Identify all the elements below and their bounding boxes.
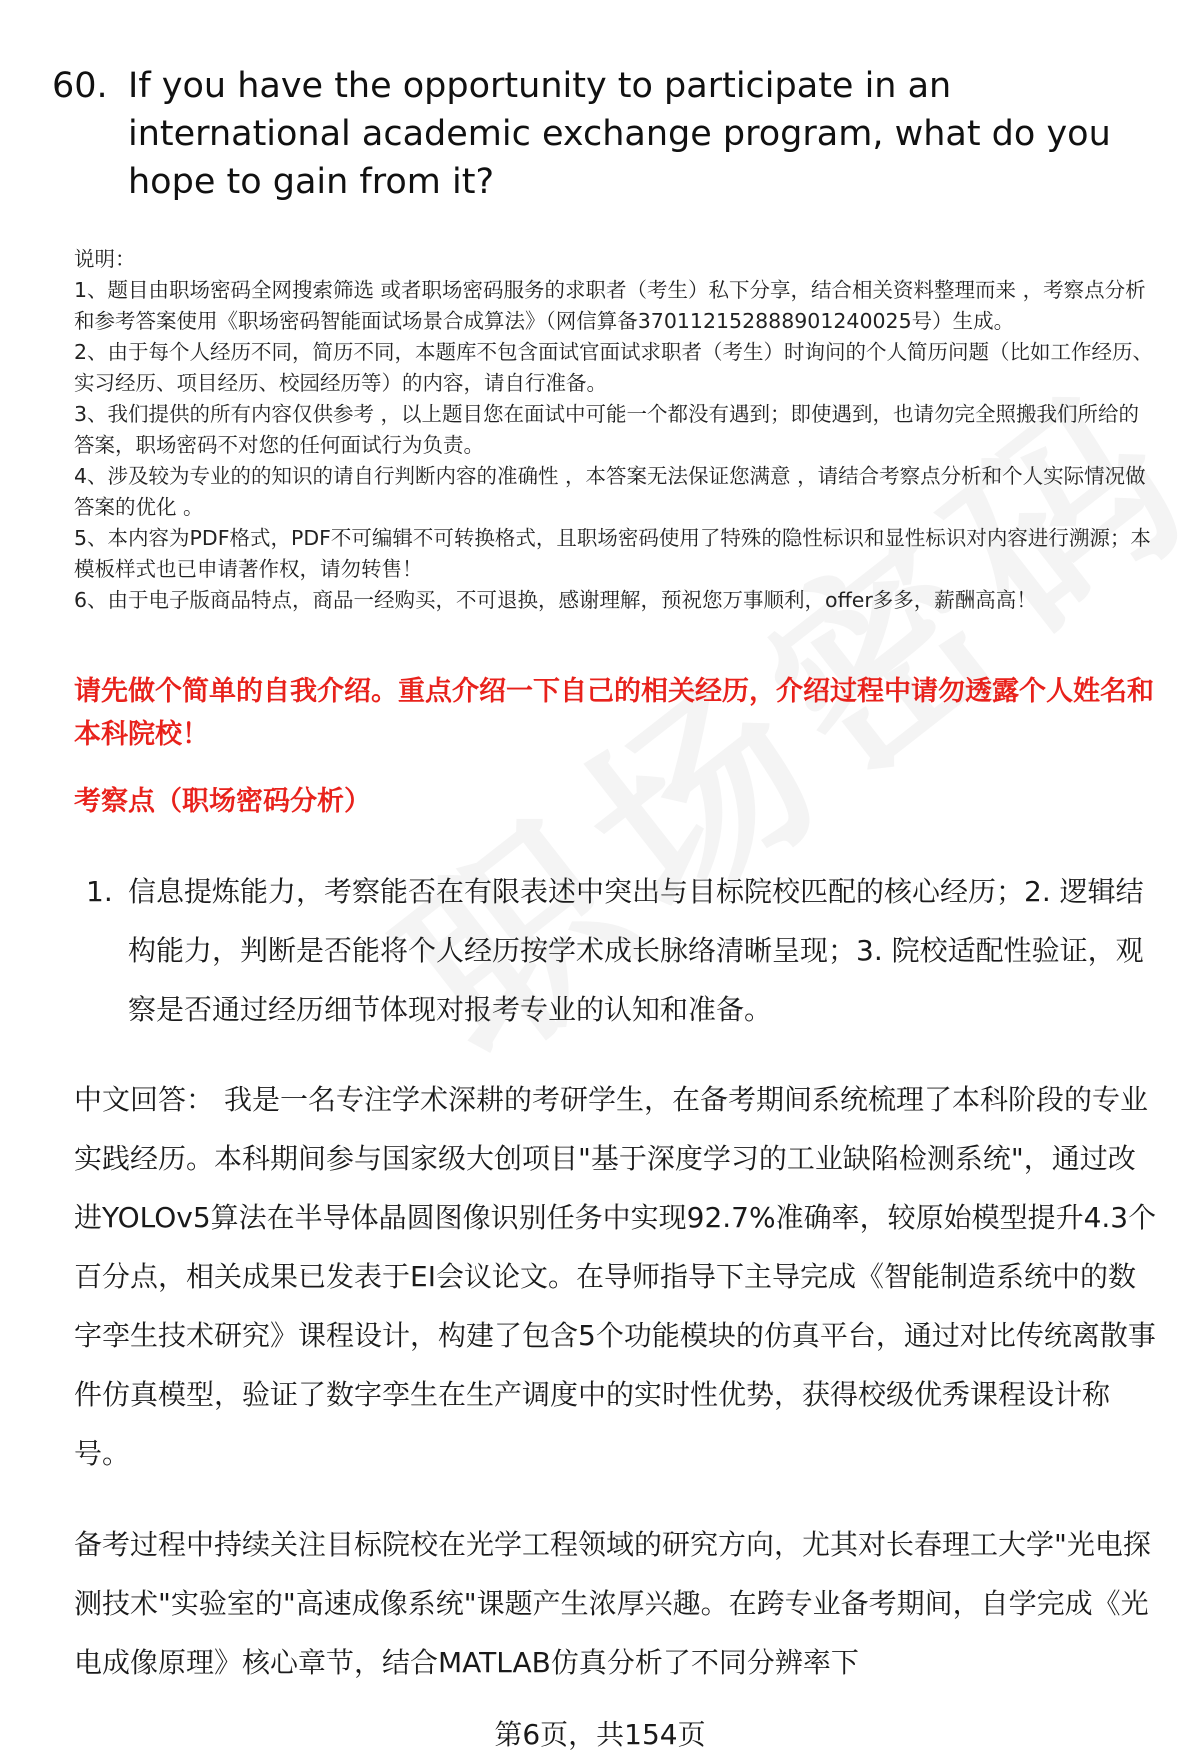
- focus-item-text: 信息提炼能力，考察能否在有限表述中突出与目标院校匹配的核心经历；2. 逻辑结构能力，判断是否能将个人经历按学术成长脉络清晰呈现；3. 院校适配性验证，观察是否通过经历细节体现对报考专业的认知和准备。: [128, 875, 1144, 1026]
- focus-list-item: [86, 862, 1146, 1039]
- notes-section: [74, 244, 1154, 616]
- question-block: [52, 62, 1152, 206]
- note-item: 5、本内容为PDF格式，PDF不可编辑不可转换格式，且职场密码使用了特殊的隐性标识和显性标识对内容进行溯源；本模板样式也已申请著作权，请勿转售！: [74, 526, 1151, 581]
- answer-text-2: 备考过程中持续关注目标院校在光学工程领域的研究方向，尤其对长春理工大学"光电探测技术"实验室的"高速成像系统"课题产生浓厚兴趣。在跨专业备考期间，自学完成《光电成像原理》核心章节，结合MATLAB仿真分析了不同分辨率下: [74, 1528, 1151, 1679]
- page-footer: 第6页，共154页: [494, 1718, 706, 1751]
- answer-paragraph-2: [74, 1515, 1159, 1692]
- note-item: 6、由于电子版商品特点，商品一经购买，不可退换，感谢理解，预祝您万事顺利，offer多多，薪酬高高！: [74, 588, 1037, 612]
- answer-text-1: 我是一名专注学术深耕的考研学生，在备考期间系统梳理了本科阶段的专业实践经历。本科期间参与国家级大创项目"基于深度学习的工业缺陷检测系统"，通过改进YOLOv5算法在半导体晶圆图像识别任务中实现92.7%准确率，较原始模型提升4.3个百分点，相关成果已发表于EI会议论文。在导师指导下主导完成《智能制造系统中的数字孪生技术研究》课程设计，构建了包含5个功能模块的仿真平台，通过对比传统离散事件仿真模型，验证了数字孪生在生产调度中的实时性优势，获得校级优秀课程设计称号。: [74, 1083, 1157, 1470]
- note-item: 4、涉及较为专业的的知识的请自行判断内容的准确性 ，本答案无法保证您满意 ，请结合考察点分析和个人实际情况做答案的优化 。: [74, 464, 1146, 519]
- answer-label: 中文回答：: [74, 1083, 215, 1116]
- focus-heading: 考察点（职场密码分析）: [74, 786, 371, 817]
- intro-prompt: 请先做个简单的自我介绍。重点介绍一下自己的相关经历，介绍过程中请勿透露个人姓名和本科院校！: [74, 676, 1154, 750]
- question-number: 60.: [52, 66, 108, 106]
- note-item: 2、由于每个人经历不同，简历不同，本题库不包含面试官面试求职者（考生）时询问的个人简历问题（比如工作经历、实习经历、项目经历、校园经历等）的内容，请自行准备。: [74, 340, 1154, 395]
- focus-item-number: 1.: [86, 875, 113, 908]
- note-item: 3、我们提供的所有内容仅供参考 ，以上题目您在面试中可能一个都没有遇到；即使遇到，也请勿完全照搬我们所给的答案，职场密码不对您的任何面试行为负责。: [74, 402, 1140, 457]
- notes-title: 说明：: [74, 247, 136, 271]
- note-item: 1、题目由职场密码全网搜索筛选 或者职场密码服务的求职者（考生）私下分享，结合相关资料整理而来 ，考察点分析和参考答案使用《职场密码智能面试场景合成算法》（网信算备370112152888901240025号）生成。: [74, 278, 1146, 333]
- answer-paragraph-1: [74, 1070, 1159, 1483]
- question-text: If you have the opportunity to participate in an international academic exchange program, what do you hope to gain from it?: [128, 66, 1111, 202]
